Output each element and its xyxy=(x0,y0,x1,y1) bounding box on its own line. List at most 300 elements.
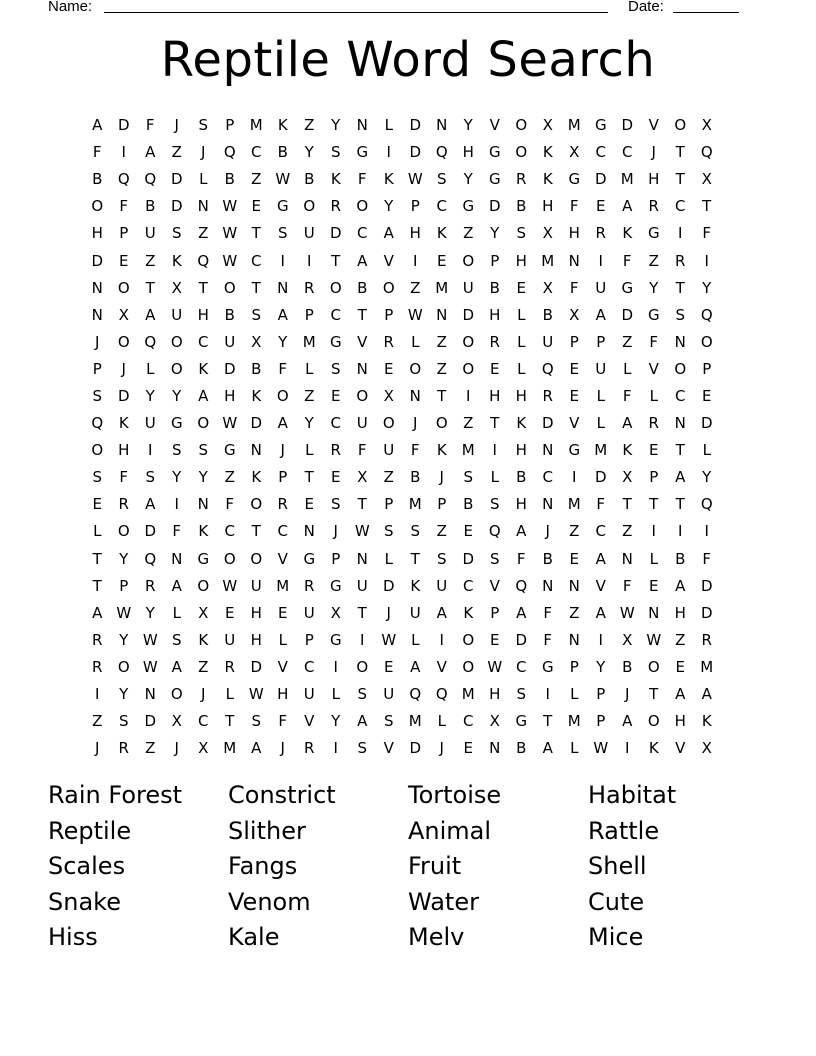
grid-letter: O xyxy=(462,359,475,378)
grid-letter: Z xyxy=(92,712,103,731)
grid-letter: L xyxy=(702,441,711,460)
grid-letter: G xyxy=(568,441,581,460)
grid-letter: G xyxy=(303,549,316,568)
grid-letter: J xyxy=(439,739,444,758)
grid-letter: X xyxy=(701,170,712,189)
grid-letter: S xyxy=(330,359,341,378)
grid-letter: I xyxy=(572,468,577,487)
grid-letter: S xyxy=(118,712,129,731)
header xyxy=(48,0,748,20)
grid-letter: M xyxy=(541,251,555,270)
grid-letter: Q xyxy=(144,170,157,189)
grid-letter: R xyxy=(542,386,553,405)
grid-letter: A xyxy=(622,414,633,433)
grid-letter: X xyxy=(171,712,182,731)
grid-letter: N xyxy=(568,251,580,270)
grid-letter: P xyxy=(304,305,314,324)
grid-letter: E xyxy=(569,386,579,405)
grid-letter: L xyxy=(225,685,234,704)
grid-letter: W xyxy=(646,630,662,649)
grid-letter: V xyxy=(595,576,606,595)
grid-letter: Y xyxy=(331,712,341,731)
grid-letter: F xyxy=(622,251,632,270)
grid-letter: D xyxy=(700,603,713,622)
grid-letter: A xyxy=(595,305,606,324)
grid-letter: Z xyxy=(622,332,633,351)
grid-letter: F xyxy=(278,359,288,378)
grid-letter: Y xyxy=(119,685,129,704)
grid-letter: L xyxy=(649,386,658,405)
grid-letter: H xyxy=(462,143,474,162)
grid-letter: O xyxy=(674,116,687,135)
grid-letter: K xyxy=(251,386,262,405)
name-blank-line xyxy=(104,12,608,13)
grid-letter: Q xyxy=(91,414,104,433)
grid-letter: G xyxy=(223,441,236,460)
grid-letter: O xyxy=(647,712,660,731)
grid-letter: B xyxy=(224,305,235,324)
grid-letter: O xyxy=(91,197,104,216)
grid-letter: T xyxy=(675,441,685,460)
grid-letter: T xyxy=(251,278,261,297)
grid-letter: W xyxy=(407,170,423,189)
grid-letter: Y xyxy=(198,468,208,487)
grid-letter: A xyxy=(357,251,368,270)
grid-letter: X xyxy=(542,224,553,243)
grid-letter: R xyxy=(330,441,341,460)
grid-letter: T xyxy=(198,278,208,297)
grid-letter: N xyxy=(568,630,580,649)
grid-letter: T xyxy=(490,414,500,433)
grid-letter: U xyxy=(409,603,421,622)
grid-letter: N xyxy=(621,549,633,568)
grid-letter: K xyxy=(198,522,209,541)
grid-letter: F xyxy=(278,712,288,731)
grid-letter: Q xyxy=(409,685,422,704)
grid-letter: C xyxy=(595,522,606,541)
grid-letter: V xyxy=(436,657,447,676)
grid-letter: I xyxy=(121,143,126,162)
grid-letter: R xyxy=(145,576,156,595)
grid-letter: X xyxy=(542,278,553,297)
grid-letter: Z xyxy=(463,414,474,433)
grid-letter: S xyxy=(516,224,527,243)
grid-letter: X xyxy=(198,603,209,622)
grid-letter: R xyxy=(383,332,394,351)
grid-letter: Y xyxy=(172,386,182,405)
grid-letter: W xyxy=(275,170,291,189)
grid-letter: L xyxy=(649,549,658,568)
grid-letter: J xyxy=(545,522,550,541)
grid-letter: Q xyxy=(435,685,448,704)
grid-letter: I xyxy=(598,630,603,649)
grid-letter: Z xyxy=(648,251,659,270)
grid-letter: O xyxy=(170,359,183,378)
grid-letter: I xyxy=(678,224,683,243)
grid-letter: K xyxy=(251,468,262,487)
word-list-item: Habitat xyxy=(588,781,677,809)
grid-letter: K xyxy=(622,224,633,243)
grid-letter: Z xyxy=(251,170,262,189)
grid-letter: D xyxy=(462,549,475,568)
grid-letter: I xyxy=(598,251,603,270)
grid-letter: G xyxy=(515,712,528,731)
grid-letter: F xyxy=(357,441,367,460)
grid-letter: I xyxy=(651,522,656,541)
grid-letter: F xyxy=(622,576,632,595)
grid-letter: E xyxy=(516,278,526,297)
grid-letter: I xyxy=(704,251,709,270)
grid-letter: H xyxy=(224,386,236,405)
word-list-item: Mice xyxy=(588,923,644,952)
grid-letter: O xyxy=(356,197,369,216)
grid-letter: E xyxy=(463,522,473,541)
grid-letter: X xyxy=(622,468,633,487)
grid-letter: N xyxy=(489,739,501,758)
grid-letter: H xyxy=(515,386,527,405)
grid-letter: G xyxy=(462,197,475,216)
grid-letter: U xyxy=(595,359,607,378)
grid-letter: T xyxy=(675,278,685,297)
grid-letter: S xyxy=(357,739,368,758)
grid-letter: O xyxy=(91,441,104,460)
grid-letter: C xyxy=(436,197,447,216)
grid-letter: O xyxy=(117,278,130,297)
grid-letter: L xyxy=(570,739,579,758)
grid-letter: S xyxy=(145,468,156,487)
grid-letter: O xyxy=(515,116,528,135)
word-list-item: Constrict xyxy=(228,781,336,809)
grid-letter: Z xyxy=(304,116,315,135)
grid-letter: C xyxy=(463,576,474,595)
grid-letter: E xyxy=(702,386,712,405)
grid-letter: P xyxy=(490,251,500,270)
grid-letter: T xyxy=(145,278,155,297)
grid-letter: J xyxy=(121,359,126,378)
grid-letter: B xyxy=(251,359,262,378)
grid-letter: S xyxy=(92,386,103,405)
grid-letter: F xyxy=(410,441,420,460)
grid-letter: E xyxy=(92,495,102,514)
grid-letter: J xyxy=(439,468,444,487)
grid-letter: M xyxy=(249,116,263,135)
grid-letter: C xyxy=(330,305,341,324)
grid-letter: T xyxy=(622,495,632,514)
grid-letter: P xyxy=(569,332,579,351)
grid-letter: Q xyxy=(117,170,130,189)
word-list-item: Tortoise xyxy=(408,781,502,809)
grid-letter: O xyxy=(329,278,342,297)
grid-letter: L xyxy=(623,359,632,378)
grid-letter: O xyxy=(117,522,130,541)
grid-letter: T xyxy=(437,386,447,405)
grid-letter: S xyxy=(489,549,500,568)
grid-letter: O xyxy=(435,414,448,433)
grid-letter: E xyxy=(225,603,235,622)
grid-letter: G xyxy=(568,170,581,189)
grid-letter: Y xyxy=(331,116,341,135)
grid-letter: V xyxy=(648,116,659,135)
grid-letter: I xyxy=(678,522,683,541)
word-list-item: Fruit xyxy=(408,852,462,881)
grid-letter: K xyxy=(171,251,182,270)
grid-letter: W xyxy=(407,305,423,324)
grid-letter: S xyxy=(330,143,341,162)
grid-letter: F xyxy=(119,197,129,216)
grid-letter: H xyxy=(674,712,686,731)
grid-letter: G xyxy=(541,657,554,676)
grid-letter: C xyxy=(251,251,262,270)
grid-letter: V xyxy=(277,549,288,568)
grid-letter: F xyxy=(119,468,129,487)
grid-letter: O xyxy=(303,197,316,216)
grid-letter: W xyxy=(222,414,238,433)
grid-letter: N xyxy=(409,386,421,405)
grid-letter: F xyxy=(702,224,712,243)
grid-letter: T xyxy=(675,495,685,514)
grid-letter: A xyxy=(675,685,686,704)
grid-letter: M xyxy=(461,441,475,460)
grid-letter: E xyxy=(649,576,659,595)
grid-letter: T xyxy=(225,712,235,731)
grid-letter: P xyxy=(410,197,420,216)
grid-letter: P xyxy=(596,685,606,704)
grid-letter: A xyxy=(701,685,712,704)
grid-letter: E xyxy=(119,251,129,270)
grid-letter: X xyxy=(622,630,633,649)
grid-letter: B xyxy=(489,278,500,297)
grid-letter: R xyxy=(701,630,712,649)
grid-letter: O xyxy=(409,359,422,378)
grid-letter: B xyxy=(675,549,686,568)
grid-letter: B xyxy=(277,143,288,162)
grid-letter: O xyxy=(276,386,289,405)
grid-letter: H xyxy=(515,441,527,460)
grid-letter: X xyxy=(701,739,712,758)
grid-letter: B xyxy=(463,495,474,514)
grid-letter: C xyxy=(357,224,368,243)
grid-letter: U xyxy=(303,603,315,622)
grid-letter: W xyxy=(116,603,132,622)
grid-letter: I xyxy=(307,251,312,270)
grid-letter: A xyxy=(516,603,527,622)
grid-letter: U xyxy=(144,414,156,433)
grid-letter: A xyxy=(357,712,368,731)
grid-letter: P xyxy=(92,359,102,378)
grid-letter: P xyxy=(384,495,394,514)
grid-letter: K xyxy=(622,441,633,460)
grid-letter: J xyxy=(95,332,100,351)
word-list-item: Hiss xyxy=(48,923,98,952)
grid-letter: M xyxy=(620,170,634,189)
grid-letter: J xyxy=(201,685,206,704)
grid-letter: G xyxy=(329,576,342,595)
grid-letter: Y xyxy=(172,468,182,487)
grid-letter: T xyxy=(543,712,553,731)
grid-letter: N xyxy=(436,305,448,324)
grid-letter: K xyxy=(277,116,288,135)
grid-letter: C xyxy=(224,522,235,541)
grid-letter: X xyxy=(171,278,182,297)
grid-letter: X xyxy=(198,739,209,758)
grid-letter: U xyxy=(303,224,315,243)
grid-letter: A xyxy=(436,603,447,622)
grid-letter: Y xyxy=(596,657,606,676)
grid-letter: F xyxy=(92,143,102,162)
grid-letter: D xyxy=(700,576,713,595)
grid-letter: V xyxy=(383,251,394,270)
grid-letter: I xyxy=(148,441,153,460)
name-label: Name: xyxy=(48,0,93,15)
grid-letter: W xyxy=(142,657,158,676)
grid-letter: D xyxy=(515,630,528,649)
grid-letter: R xyxy=(330,197,341,216)
grid-letter: I xyxy=(95,685,100,704)
grid-letter: D xyxy=(144,522,157,541)
grid-letter: P xyxy=(119,224,129,243)
grid-letter: S xyxy=(383,522,394,541)
grid-letter: C xyxy=(542,468,553,487)
grid-letter: K xyxy=(436,224,447,243)
grid-letter: S xyxy=(436,549,447,568)
grid-letter: A xyxy=(145,495,156,514)
grid-letter: S xyxy=(198,441,209,460)
grid-letter: S xyxy=(277,224,288,243)
word-list-item: Rattle xyxy=(588,816,660,845)
grid-letter: T xyxy=(251,224,261,243)
grid-letter: V xyxy=(489,576,500,595)
grid-letter: B xyxy=(542,305,553,324)
grid-letter: S xyxy=(489,495,500,514)
grid-letter: L xyxy=(570,685,579,704)
grid-letter: R xyxy=(118,739,129,758)
grid-letter: U xyxy=(356,576,368,595)
grid-letter: V xyxy=(304,712,315,731)
grid-letter: N xyxy=(197,197,209,216)
grid-letter: F xyxy=(569,197,579,216)
grid-letter: Y xyxy=(490,224,500,243)
grid-letter: T xyxy=(92,576,102,595)
grid-letter: A xyxy=(92,116,103,135)
grid-letter: D xyxy=(594,170,607,189)
grid-letter: R xyxy=(92,657,103,676)
grid-letter: Z xyxy=(569,522,580,541)
grid-letter: H xyxy=(489,386,501,405)
grid-letter: Z xyxy=(436,359,447,378)
grid-letter: C xyxy=(516,657,527,676)
grid-letter: D xyxy=(382,576,395,595)
grid-letter: A xyxy=(145,305,156,324)
grid-letter: V xyxy=(675,739,686,758)
grid-letter: G xyxy=(197,549,210,568)
grid-letter: S xyxy=(92,468,103,487)
grid-letter: S xyxy=(251,305,262,324)
grid-letter: P xyxy=(304,630,314,649)
grid-letter: E xyxy=(331,468,341,487)
grid-letter: F xyxy=(622,386,632,405)
grid-letter: P xyxy=(596,712,606,731)
grid-letter: F xyxy=(702,549,712,568)
grid-letter: J xyxy=(201,143,206,162)
grid-letter: T xyxy=(331,251,341,270)
word-list-item: Fangs xyxy=(228,852,298,881)
grid-letter: L xyxy=(278,630,287,649)
grid-letter: K xyxy=(330,170,341,189)
grid-letter: T xyxy=(357,603,367,622)
grid-letter: S xyxy=(463,468,474,487)
grid-letter: R xyxy=(277,495,288,514)
grid-letter: Q xyxy=(700,143,713,162)
grid-letter: Q xyxy=(223,143,236,162)
grid-letter: S xyxy=(171,630,182,649)
grid-letter: O xyxy=(356,657,369,676)
grid-letter: K xyxy=(436,441,447,460)
grid-letter: L xyxy=(305,359,314,378)
grid-letter: R xyxy=(675,251,686,270)
grid-letter: V xyxy=(489,116,500,135)
grid-letter: C xyxy=(675,197,686,216)
grid-letter: G xyxy=(276,197,289,216)
grid-letter: M xyxy=(276,576,290,595)
grid-letter: Y xyxy=(463,116,473,135)
grid-letter: G xyxy=(647,305,660,324)
grid-letter: I xyxy=(413,251,418,270)
grid-letter: O xyxy=(250,549,263,568)
grid-letter: Q xyxy=(515,576,528,595)
grid-letter: K xyxy=(542,170,553,189)
grid-letter: G xyxy=(356,143,369,162)
grid-letter: C xyxy=(198,332,209,351)
grid-letter: S xyxy=(383,712,394,731)
grid-letter: A xyxy=(410,657,421,676)
grid-letter: P xyxy=(225,116,235,135)
grid-letter: U xyxy=(250,576,262,595)
grid-letter: U xyxy=(383,685,395,704)
grid-letter: O xyxy=(462,657,475,676)
grid-letter: S xyxy=(171,224,182,243)
grid-letter: U xyxy=(224,332,236,351)
grid-letter: Z xyxy=(569,603,580,622)
grid-letter: Z xyxy=(145,739,156,758)
grid-letter: Z xyxy=(171,143,182,162)
grid-letter: D xyxy=(621,116,634,135)
grid-letter: J xyxy=(651,143,656,162)
grid-letter: D xyxy=(170,197,183,216)
grid-letter: A xyxy=(542,739,553,758)
grid-letter: G xyxy=(488,143,501,162)
grid-letter: V xyxy=(277,657,288,676)
grid-letter: E xyxy=(384,359,394,378)
grid-letter: H xyxy=(489,305,501,324)
grid-letter: O xyxy=(223,549,236,568)
grid-letter: W xyxy=(619,603,635,622)
word-list-item: Rain Forest xyxy=(48,781,183,809)
grid-letter: W xyxy=(487,657,503,676)
grid-letter: E xyxy=(304,495,314,514)
grid-letter: S xyxy=(198,116,209,135)
grid-letter: D xyxy=(117,116,130,135)
grid-letter: B xyxy=(92,170,103,189)
grid-letter: A xyxy=(675,468,686,487)
grid-letter: I xyxy=(333,739,338,758)
grid-letter: I xyxy=(174,495,179,514)
grid-letter: I xyxy=(545,685,550,704)
grid-letter: O xyxy=(462,630,475,649)
grid-letter: T xyxy=(675,170,685,189)
grid-letter: L xyxy=(411,332,420,351)
grid-letter: C xyxy=(304,657,315,676)
grid-letter: G xyxy=(594,116,607,135)
